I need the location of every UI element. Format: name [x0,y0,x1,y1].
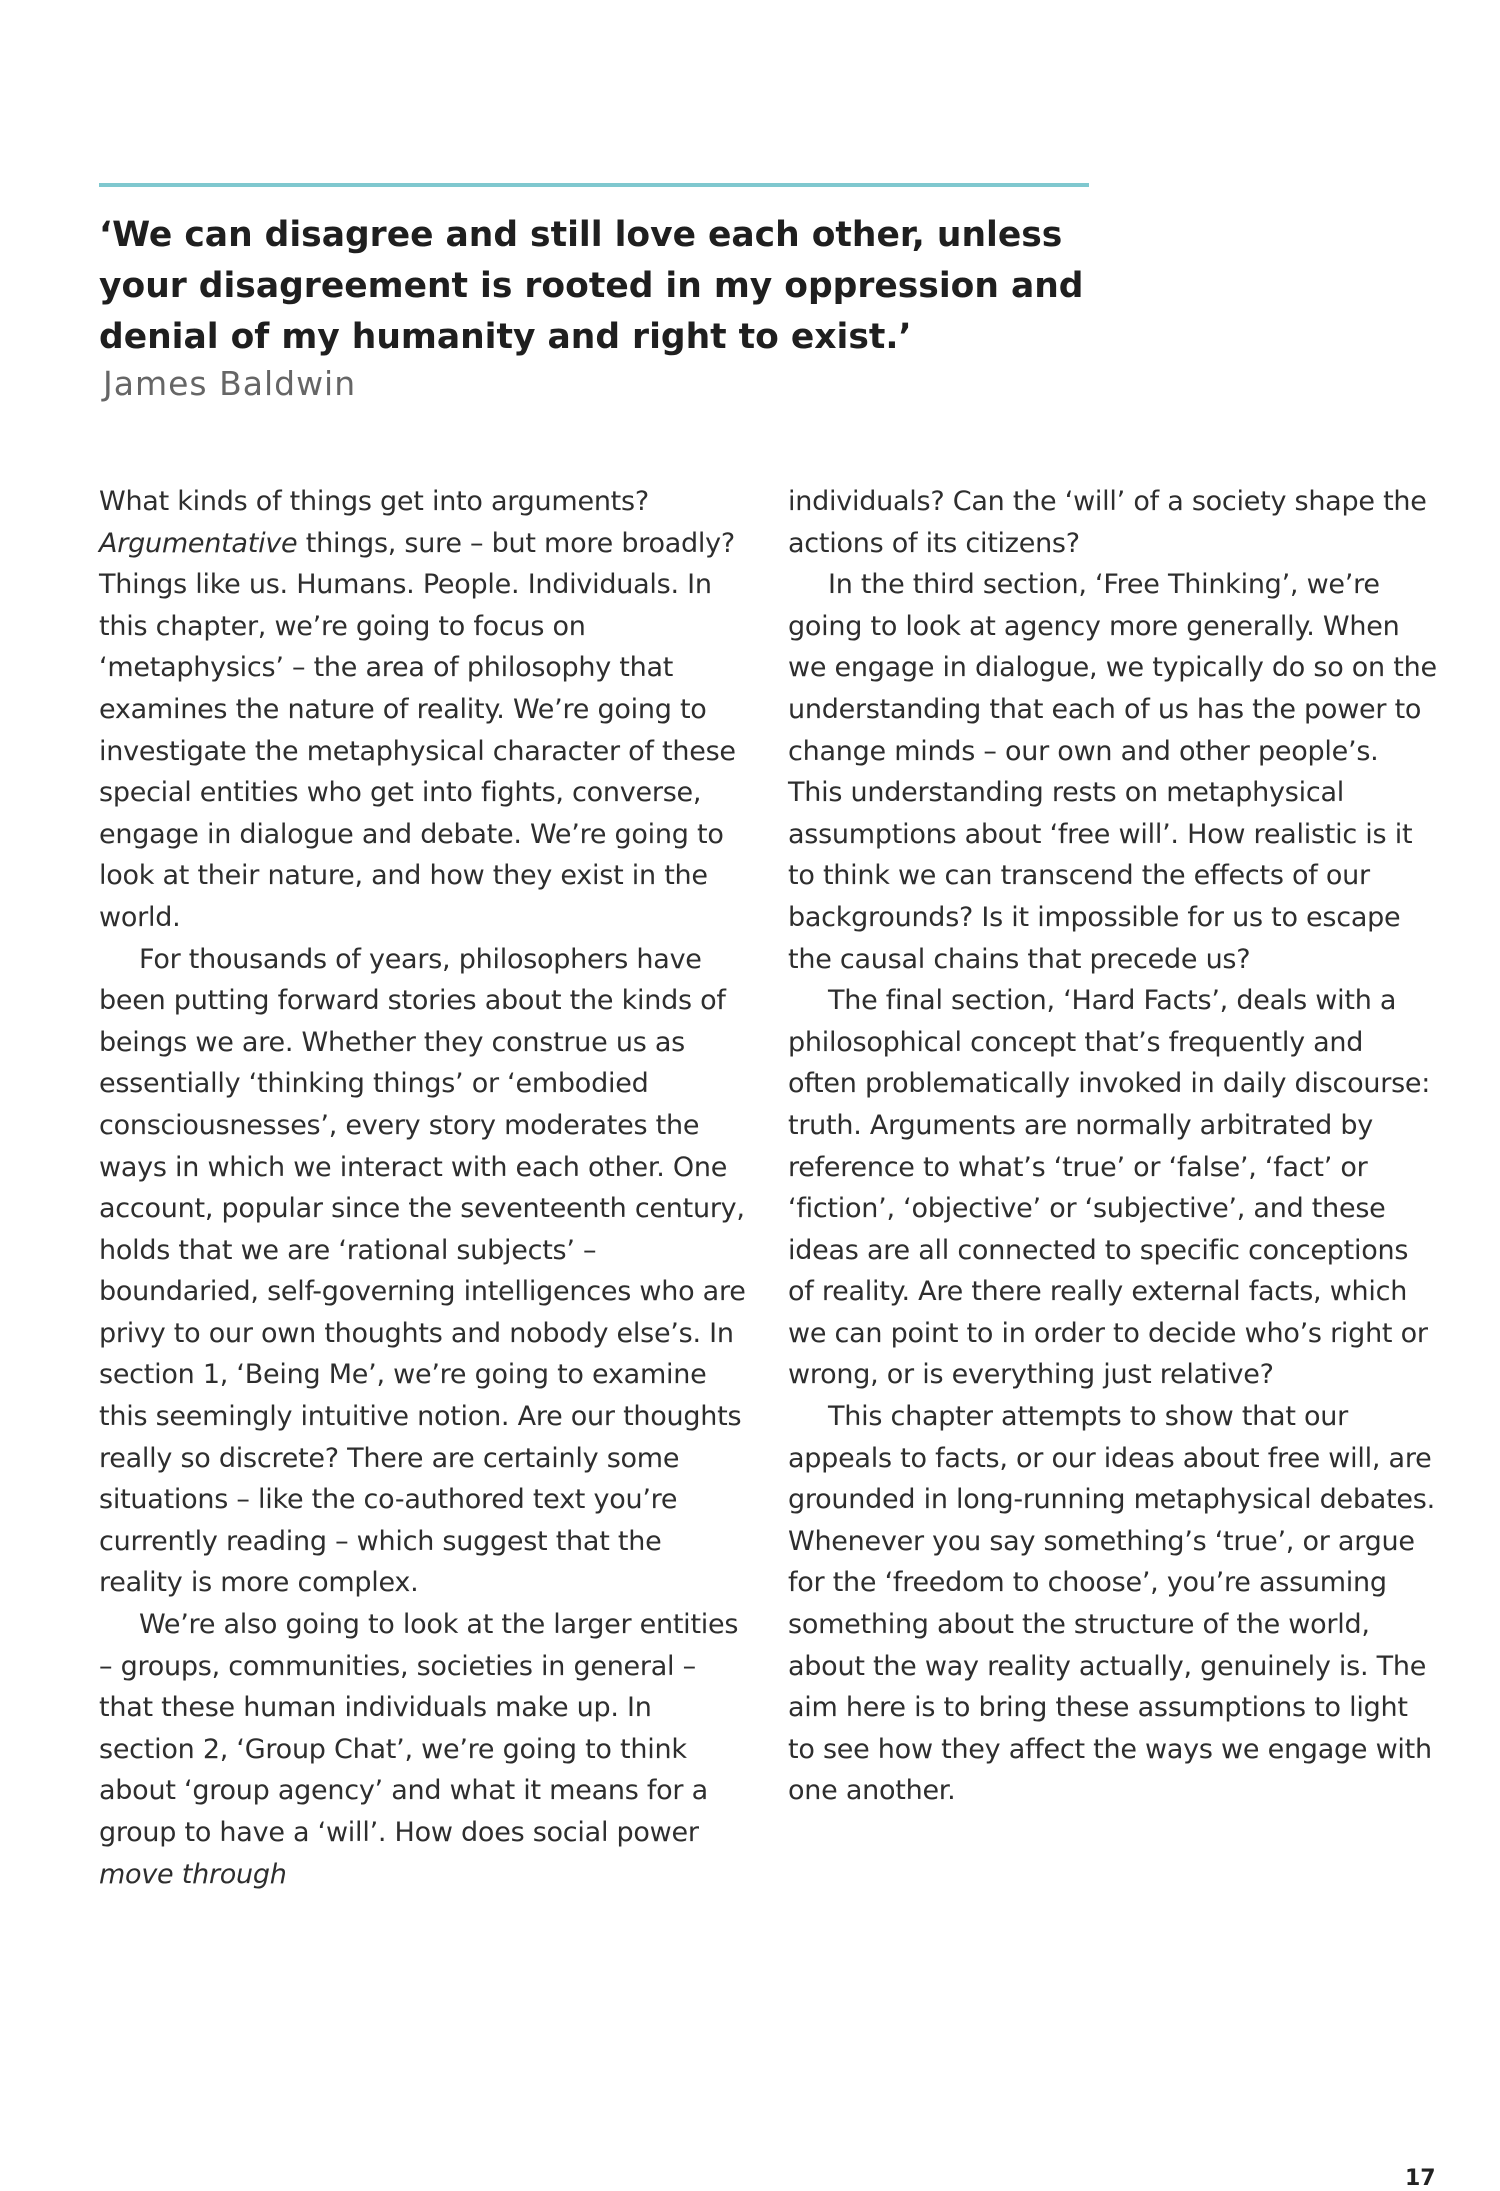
paragraph-5: The final section, ‘Hard Facts’, deals with a philosophical concept that’s frequently and often problematically invoked in daily discourse: truth. Arguments are normally arbitrated by reference to what’s ‘true’ or ‘false’, ‘fact’ or ‘fiction’, ‘objective’ or ‘subjective’, and these ideas are all connected to specific conceptions of reality. Are there really external facts, which we can point to in order to decide who’s right or wrong, or is everything just relative? [788,985,1431,1391]
emphasis-argumentative: Argumentative [99,527,298,559]
left-column [99,481,749,1895]
paragraph-6: This chapter attempts to show that our appeals to facts, or our ideas about free will, are grounded in long-running metaphysical debates. Whenever you say something’s ‘true’, or argue for the ‘freedom to choose’, you’re assuming something about the structure of the world, about the way reality actually, genuinely is. The aim here is to bring these assumptions to light to see how they affect the ways we engage with one another. [788,1401,1435,1807]
paragraph-3-continued: individuals? Can the ‘will’ of a society shape the actions of its citizens? [788,486,1427,559]
paragraph-3: We’re also going to look at the larger entities – groups, communities, societies in general – that these human individuals make up. In section 2, ‘Group Chat’, we’re going to think about ‘group agency’ and what it means for a group to have a ‘will’. How does social power move through [99,1609,739,1890]
emphasis-move-through: move through [99,1858,287,1890]
right-column [788,481,1438,1812]
epigraph-quote: ‘We can disagree and still love each other, unless your disagreement is rooted in my oppression and denial of my humanity and right to exist.’ [99,215,1084,357]
paragraph-2: For thousands of years, philosophers have been putting forward stories about the kinds of beings we are. Whether they construe us as essentially ‘thinking things’ or ‘embodied consciousnesses’, every story moderates the ways in which we interact with each other. One account, popular since the seventeenth century, holds that we are ‘rational subjects’ – boundaried, self-governing intelligences who are privy to our own thoughts and nobody else’s. In section 1, ‘Being Me’, we’re going to examine this seemingly intuitive notion. Are our thoughts really so discrete? There are certainly some situations – like the co-authored text you’re currently reading – which suggest that the reality is more complex. [99,943,746,1599]
paragraph-4: In the third section, ‘Free Thinking’, we’re going to look at agency more generally. When we engage in dialogue, we typically do so on the understanding that each of us has the power to change minds – our own and other people’s. This understanding rests on metaphysical assumptions about ‘free will’. How realistic is it to think we can transcend the effects of our backgrounds? Is it impossible for us to escape the causal chains that precede us? [788,569,1437,975]
page-number: 17 [1405,2166,1436,2191]
paragraph-1: What kinds of things get into arguments? Argumentative things, sure – but more broadly? Things like us. Humans. People. Individuals. In this chapter, we’re going to focus on ‘metaphysics’ – the area of philosophy that examines the nature of reality. We’re going to investigate the metaphysical character of these special entities who get into fights, converse, engage in dialogue and debate. We’re going to look at their nature, and how they exist in the world. [99,486,736,933]
epigraph-author: James Baldwin [103,364,357,403]
header-accent-rule [99,183,1089,187]
